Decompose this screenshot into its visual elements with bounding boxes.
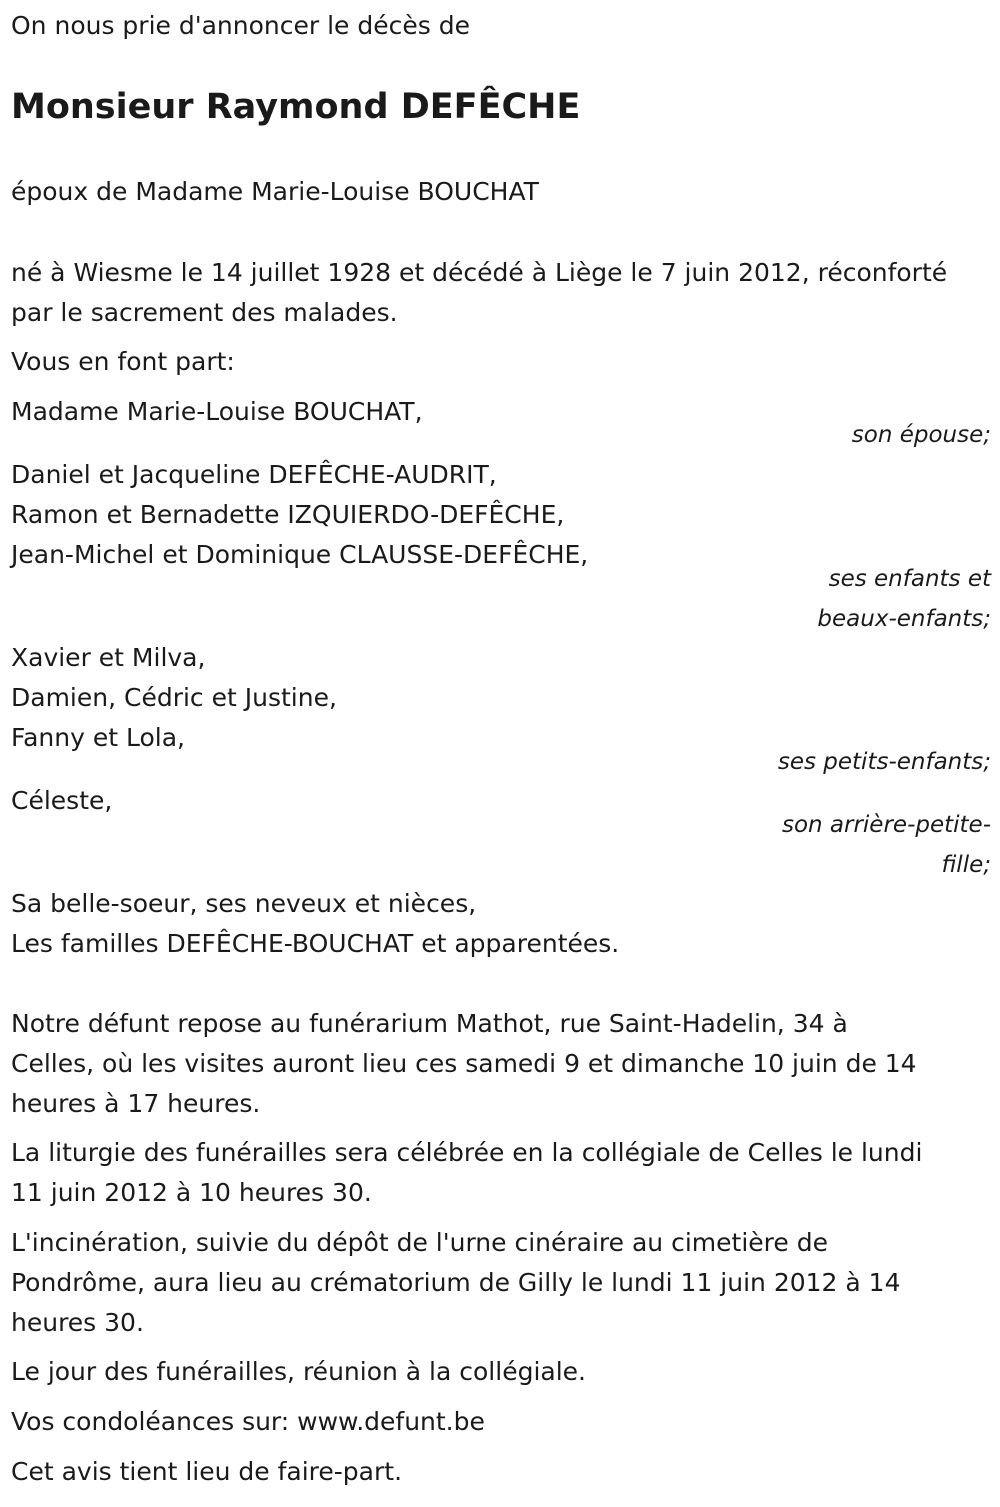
family-group-grandchildren	[11, 638, 991, 758]
birth-death-line: par le sacrement des malades.	[11, 298, 398, 327]
incineration-line: L'incinération, suivie du dépôt de l'urne cinéraire au cimetière de	[11, 1228, 828, 1257]
repose-line: Celles, où les visites auront lieu ces samedi 9 et dimanche 10 juin de 14	[11, 1049, 917, 1078]
role-line: fille;	[941, 852, 991, 878]
family-role-spouse	[11, 415, 991, 455]
role-line: beaux-enfants;	[817, 606, 991, 632]
liturgy-line: La liturgie des funérailles sera célébrée en la collégiale de Celles le lundi	[11, 1138, 923, 1167]
family-member: Fanny et Lola,	[11, 723, 185, 752]
intro-text: On nous prie d'annoncer le décès de	[11, 11, 470, 40]
family-role-grandchildren	[11, 742, 991, 782]
birth-death-paragraph	[11, 253, 991, 333]
family-role-children	[11, 559, 991, 639]
family-member: Madame Marie-Louise BOUCHAT,	[11, 397, 423, 426]
family-role-great-grandchild	[11, 805, 991, 885]
family-others	[11, 884, 991, 964]
family-member: Sa belle-soeur, ses neveux et nièces,	[11, 889, 477, 918]
repose-paragraph	[11, 1004, 991, 1124]
incineration-line: Pondrôme, aura lieu au crématorium de Gilly le lundi 11 juin 2012 à 14	[11, 1268, 901, 1297]
birth-death-line: né à Wiesme le 14 juillet 1928 et décédé à Liège le 7 juin 2012, réconforté	[11, 258, 948, 287]
incineration-paragraph	[11, 1223, 991, 1343]
family-member: Damien, Cédric et Justine,	[11, 683, 337, 712]
family-member: Les familles DEFÊCHE-BOUCHAT et apparentées.	[11, 929, 620, 958]
family-member: Daniel et Jacqueline DEFÊCHE-AUDRIT,	[11, 460, 497, 489]
family-member: Céleste,	[11, 786, 113, 815]
role-line: ses petits-enfants;	[777, 749, 991, 775]
deceased-name: Monsieur Raymond DEFÊCHE	[11, 87, 581, 127]
incineration-line: heures 30.	[11, 1308, 144, 1337]
role-line: ses enfants et	[828, 566, 991, 592]
closing-text: Cet avis tient lieu de faire-part.	[11, 1457, 403, 1486]
role-line: son arrière-petite-	[781, 812, 991, 838]
reunion-text: Le jour des funérailles, réunion à la collégiale.	[11, 1357, 586, 1386]
liturgy-line: 11 juin 2012 à 10 heures 30.	[11, 1178, 372, 1207]
condolences-text: Vos condoléances sur: www.defunt.be	[11, 1407, 485, 1436]
family-member: Ramon et Bernadette IZQUIERDO-DEFÊCHE,	[11, 500, 565, 529]
repose-line: Notre défunt repose au funérarium Mathot, rue Saint-Hadelin, 34 à	[11, 1009, 848, 1038]
liturgy-paragraph	[11, 1133, 991, 1213]
family-group-children	[11, 455, 991, 575]
family-member: Jean-Michel et Dominique CLAUSSE-DEFÊCHE,	[11, 540, 589, 569]
family-member: Xavier et Milva,	[11, 643, 206, 672]
repose-line: heures à 17 heures.	[11, 1089, 261, 1118]
spouse-line: époux de Madame Marie-Louise BOUCHAT	[11, 177, 539, 206]
role-line: son épouse;	[851, 422, 991, 448]
announce-text: Vous en font part:	[11, 347, 235, 376]
